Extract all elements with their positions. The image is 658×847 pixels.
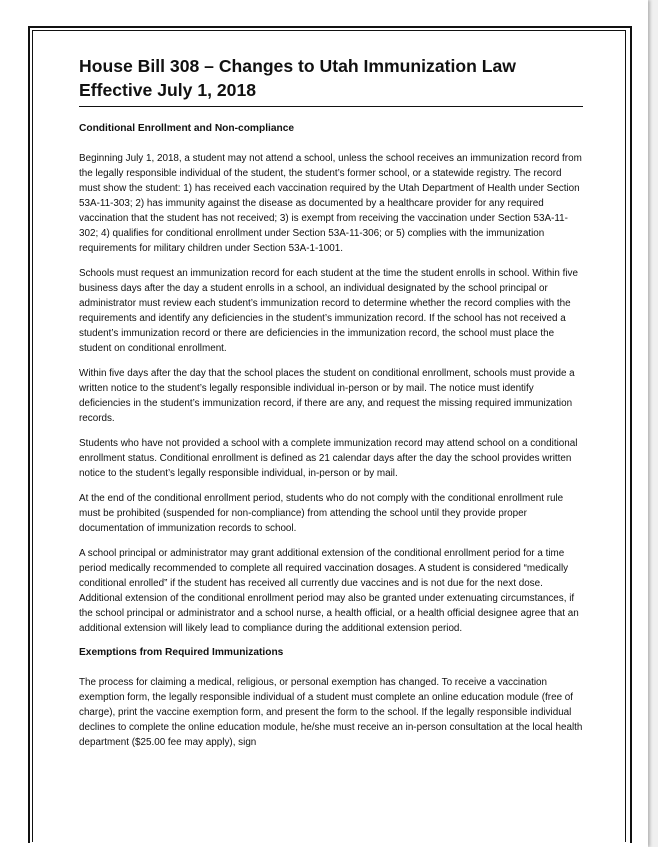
paragraph: A school principal or administrator may grant additional extension of the conditional enrollment period for a time period medically recommended to complete all required vaccination dosages. A student is considered “medically conditional enrolled” if the student has received all currently due vaccines and is not due for the next dose. Additional extension of the conditional enrollment period may also be granted under extenuating circumstances, if the school principal or administrator and a school nurse, a health official, or a health official designee agree that an additional extension will likely lead to compliance during the additional extension period.: [79, 548, 579, 634]
paragraph: At the end of the conditional enrollment period, students who do not comply with the conditional enrollment rule must be prohibited (suspended for non-compliance) from attending the school until they provide proper documentation of immunization records to school.: [79, 493, 564, 534]
section-heading-conditional-enrollment: Conditional Enrollment and Non-compliance: [79, 123, 295, 134]
title-line-1: House Bill 308 – Changes to Utah Immunization Law: [79, 56, 516, 76]
paragraph: Schools must request an immunization record for each student at the time the student enrolls in school. Within five business days after the day a student enrolls in a school, an individual designated by the school principal or administrator must review each student’s immunization record to determine whether the record complies with the requirements and identify any deficiencies in the student’s immunization record. If the school has not received a student’s immunization record or there are deficiencies in the immunization record, the school must place the student on conditional enrollment.: [79, 268, 578, 354]
paragraph: The process for claiming a medical, religious, or personal exemption has changed. To receive a vaccination exemption form, the legally responsible individual of a student must complete an online education module (free of charge), print the vaccine exemption form, and present the form to the school. If the legally responsible individual declines to complete the online education module, he/she must receive an in-person consultation at the local health department ($25.00 fee may apply), sign: [79, 677, 583, 748]
document-content: [79, 54, 583, 760]
document-title: [79, 54, 583, 102]
section-heading-exemptions: Exemptions from Required Immunizations: [79, 647, 284, 658]
paragraph: Beginning July 1, 2018, a student may not attend a school, unless the school receives an immunization record from the legally responsible individual of the student, the student’s former school, or a statewide registry. The record must show the student: 1) has received each vaccination required by the Utah Department of Health under Section 53A-11-303; 2) has immunity against the disease as documented by a healthcare provider for any required vaccination that the student has not received; 3) is exempt from receiving the vaccination under Section 53A-11-302; 4) qualifies for conditional enrollment under Section 53A-11-306; or 5) complies with the immunization requirements for military children under Section 53A-1-1001.: [79, 153, 582, 254]
title-rule: [79, 106, 583, 107]
paragraph: Within five days after the day that the school places the student on conditional enrollment, schools must provide a written notice to the student’s legally responsible individual in-person or by mail. The notice must identify deficiencies in the student’s immunization record, if there are any, and request the missing required immunization records.: [79, 368, 575, 424]
paragraph: Students who have not provided a school with a complete immunization record may attend school on a conditional enrollment status. Conditional enrollment is defined as 21 calendar days after the day the school provides written notice to the student’s legally responsible individual, in-person or by mail.: [79, 438, 578, 479]
title-line-2: Effective July 1, 2018: [79, 80, 257, 100]
